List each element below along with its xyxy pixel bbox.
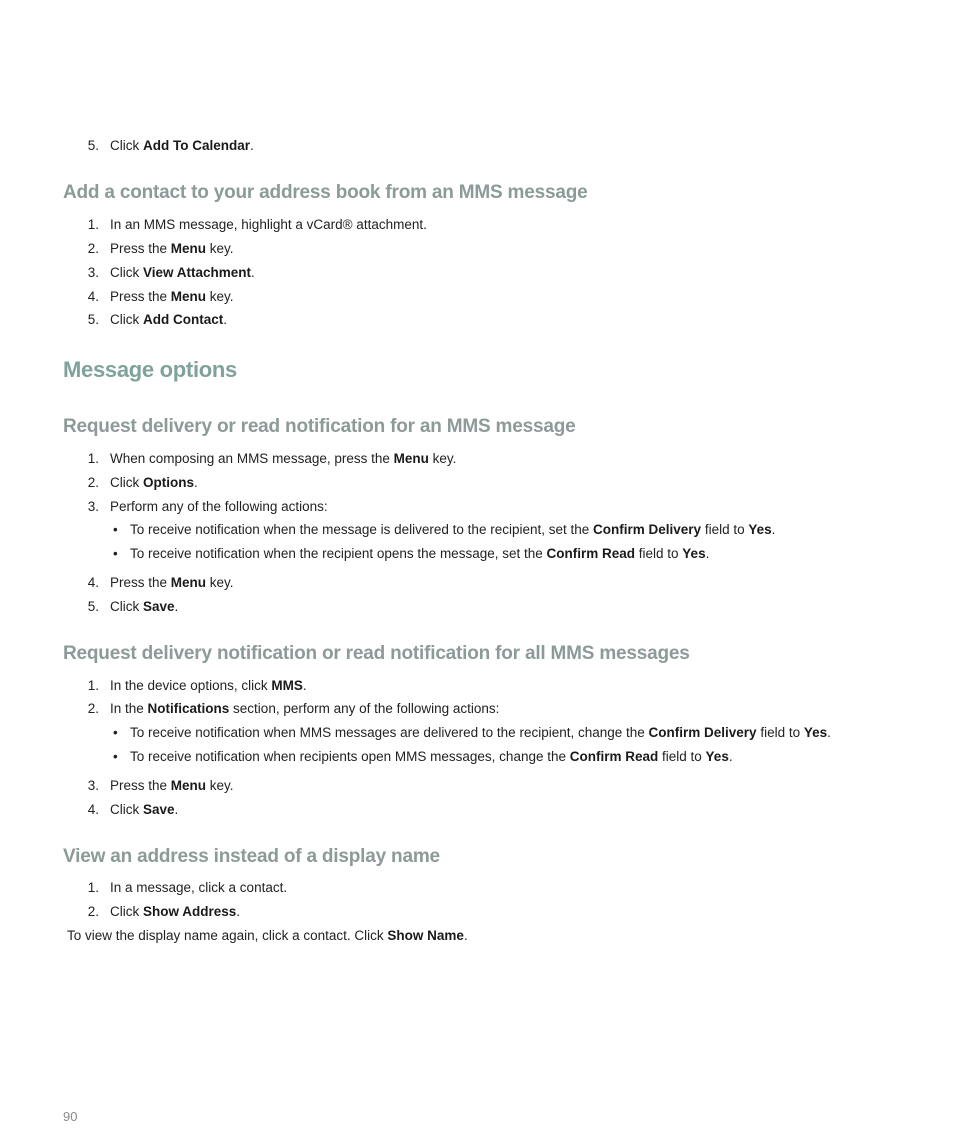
step-text: In an MMS message, highlight a vCard® attachment. <box>110 217 427 232</box>
step-item <box>0 497 900 517</box>
step-item <box>0 263 900 283</box>
step-item <box>0 215 900 235</box>
section-heading-request-one: Request delivery or read notification for an MMS message <box>63 416 576 437</box>
step-number: 5. <box>87 138 99 153</box>
bullet-item <box>0 747 900 767</box>
step-number: 3. <box>87 778 99 793</box>
note-text: To view the display name again, click a contact. Click Show Name. <box>67 928 468 943</box>
step-item <box>0 310 900 330</box>
step-text: Click Show Address. <box>110 904 241 919</box>
step-text: Click View Attachment. <box>110 265 255 280</box>
step-number: 4. <box>87 575 99 590</box>
step-text: Click Add To Calendar. <box>110 138 254 153</box>
step-item <box>0 136 900 156</box>
step-number: 1. <box>87 217 99 232</box>
step-item <box>0 676 900 696</box>
step-item <box>0 449 900 469</box>
step-text: Press the Menu key. <box>110 778 234 793</box>
bullet-text: To receive notification when MMS messages are delivered to the recipient, change the Confirm Delivery field to Yes. <box>130 725 831 740</box>
step-number: 1. <box>87 678 99 693</box>
step-number: 3. <box>87 499 99 514</box>
bullet-text: To receive notification when recipients open MMS messages, change the Confirm Read field to Yes. <box>130 749 733 764</box>
step-number: 4. <box>87 802 99 817</box>
step-number: 1. <box>87 451 99 466</box>
main-heading-message-options: Message options <box>63 357 237 382</box>
bullet-icon: • <box>113 749 118 764</box>
step-text: In the device options, click MMS. <box>110 678 307 693</box>
step-text: Press the Menu key. <box>110 241 234 256</box>
step-text: In a message, click a contact. <box>110 880 288 895</box>
step-text: Press the Menu key. <box>110 575 234 590</box>
step-text: Click Options. <box>110 475 198 490</box>
page-number: 90 <box>63 1109 78 1124</box>
step-item <box>0 473 900 493</box>
bullet-text: To receive notification when the recipient opens the message, set the Confirm Read field to Yes. <box>130 546 710 561</box>
step-number: 4. <box>87 289 99 304</box>
section-heading-add-contact: Add a contact to your address book from an MMS message <box>63 182 588 203</box>
step-number: 2. <box>87 904 99 919</box>
section-heading-view-address: View an address instead of a display name <box>63 846 440 867</box>
bullet-icon: • <box>113 522 118 537</box>
step-number: 2. <box>87 475 99 490</box>
step-text: In the Notifications section, perform any of the following actions: <box>110 701 500 716</box>
step-item <box>0 878 900 898</box>
step-number: 1. <box>87 880 99 895</box>
step-item <box>0 699 900 719</box>
step-item <box>0 800 900 820</box>
step-number: 5. <box>87 312 99 327</box>
bullet-icon: • <box>113 546 118 561</box>
bullet-item <box>0 520 900 540</box>
step-text: Press the Menu key. <box>110 289 234 304</box>
step-item <box>0 287 900 307</box>
step-item <box>0 776 900 796</box>
step-number: 3. <box>87 265 99 280</box>
step-text: Click Save. <box>110 802 179 817</box>
step-item <box>0 239 900 259</box>
bullet-item <box>0 723 900 743</box>
step-number: 2. <box>87 241 99 256</box>
step-text: Click Add Contact. <box>110 312 228 327</box>
bullet-text: To receive notification when the message is delivered to the recipient, set the Confirm Delivery field to Yes. <box>130 522 776 537</box>
step-text: Click Save. <box>110 599 179 614</box>
bullet-item <box>0 544 900 564</box>
section-heading-request-all: Request delivery notification or read notification for all MMS messages <box>63 643 690 664</box>
step-item <box>0 902 900 922</box>
step-text: When composing an MMS message, press the Menu key. <box>110 451 457 466</box>
step-item <box>0 597 900 617</box>
step-item <box>0 573 900 593</box>
step-text: Perform any of the following actions: <box>110 499 328 514</box>
bullet-icon: • <box>113 725 118 740</box>
step-number: 5. <box>87 599 99 614</box>
step-number: 2. <box>87 701 99 716</box>
